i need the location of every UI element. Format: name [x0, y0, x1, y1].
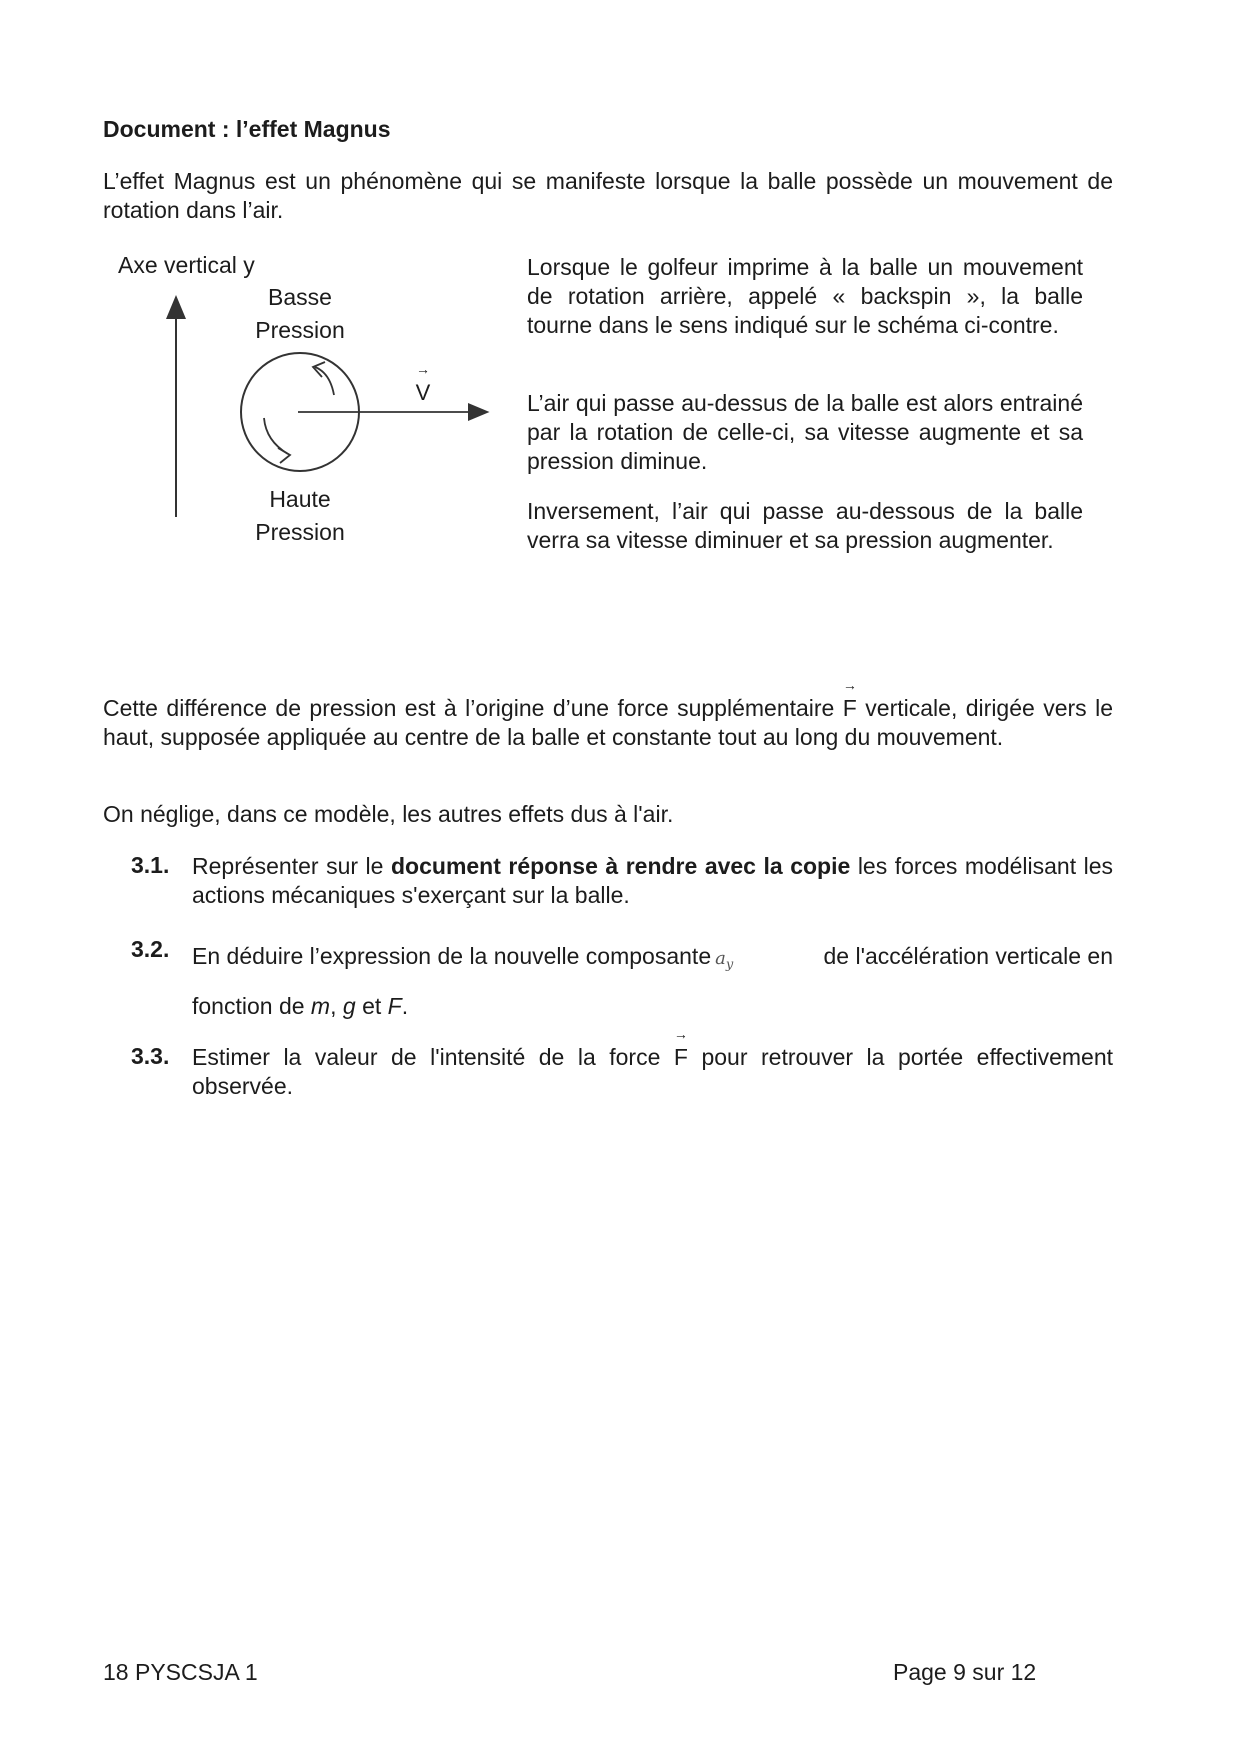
footer-page-number: Page 9 sur 12: [893, 1659, 1037, 1685]
footer-code: 18 PYSCSJA 1: [103, 1659, 258, 1685]
force-vector-symbol-q3: → F: [674, 1043, 688, 1072]
question-3-3-number: 3.3.: [131, 1043, 170, 1069]
document-title: Document : l’effet Magnus: [103, 116, 391, 142]
force-paragraph: Cette différence de pression est à l’origine d’une force supplémentaire → F verticale, dirigée vers le haut, supposée appliquée au centre de la balle et constante tout au long du mouvement.: [103, 694, 1113, 752]
neglect-paragraph: On néglige, dans ce modèle, les autres effets dus à l'air.: [103, 801, 674, 827]
axis-label: Axe vertical y: [118, 252, 255, 278]
high-pressure-label-line2: Pression: [255, 519, 345, 545]
velocity-label: → V: [408, 378, 438, 408]
question-3-2-number: 3.2.: [131, 936, 170, 962]
acceleration-variable: $a_y$: [715, 948, 734, 973]
explanation-paragraph-1: Lorsque le golfeur imprime à la balle un mouvement de rotation arrière, appelé « backspin », la balle tourne dans le sens indiqué sur le schéma ci-contre.: [527, 254, 1083, 338]
question-3-1-number: 3.1.: [131, 852, 170, 878]
low-pressure-label-line1: Basse: [268, 284, 332, 310]
intro-paragraph: L’effet Magnus est un phénomène qui se manifeste lorsque la balle possède un mouvement de rotation dans l’air.: [103, 168, 1113, 223]
question-3-1-text: Représenter sur le document réponse à rendre avec la copie les forces modélisant les actions mécaniques s'exerçant sur la balle.: [192, 853, 1114, 908]
question-3-2-text: En déduire l’expression de la nouvelle composante $a_y$ de l'accélération verticale en fonction de m, g et F.: [192, 943, 1113, 1019]
low-pressure-label-line2: Pression: [255, 317, 345, 343]
force-vector-symbol: → F: [843, 694, 857, 723]
high-pressure-label-line1: Haute: [269, 486, 331, 512]
question-3-3-text: Estimer la valeur de l'intensité de la force → F pour retrouver la portée effectivement observée.: [192, 1043, 1113, 1101]
rotation-arrow-bottom: [264, 418, 288, 454]
explanation-paragraph-2: L’air qui passe au-dessus de la balle est alors entrainé par la rotation de celle-ci, sa vitesse augmente et sa pression diminue.: [527, 390, 1083, 474]
magnus-diagram: [150, 285, 500, 530]
explanation-paragraph-3: Inversement, l’air qui passe au-dessous de la balle verra sa vitesse diminuer et sa pression augmenter.: [527, 498, 1083, 553]
